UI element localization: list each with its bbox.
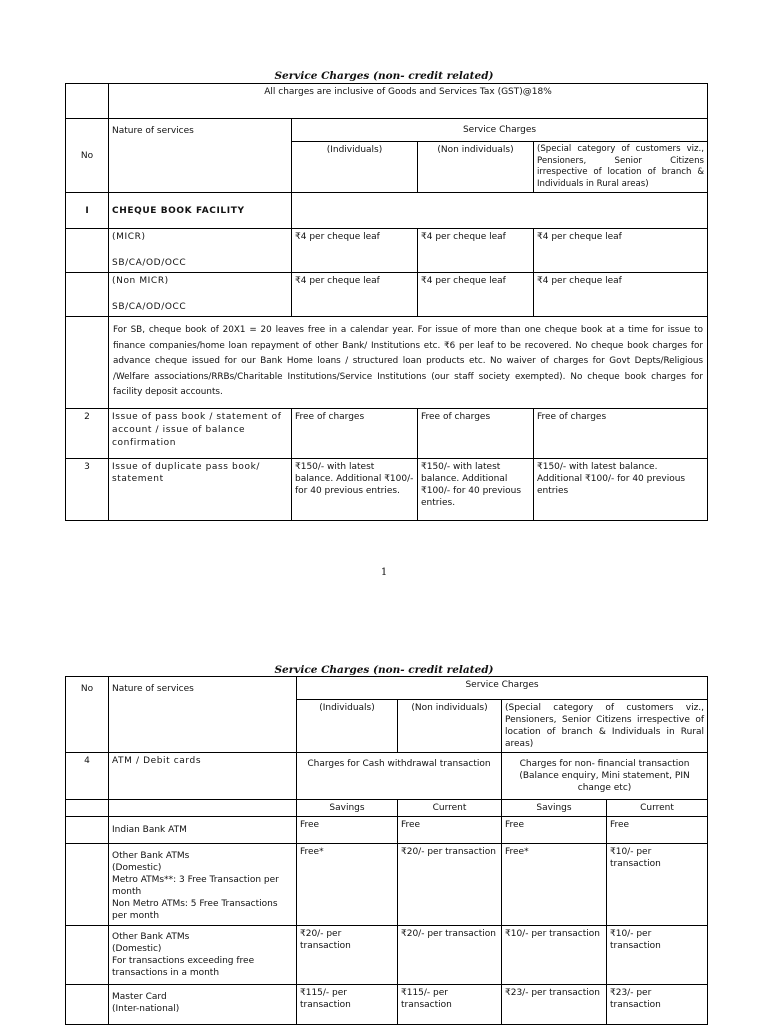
- header-no: No: [66, 119, 109, 193]
- header-individuals: (Individuals): [292, 142, 418, 193]
- page1-charges-table: [65, 83, 708, 521]
- blank-cell: [66, 985, 109, 1025]
- table-row: [66, 844, 708, 926]
- row-current-cash: ₹20/- per transaction: [398, 844, 502, 926]
- blank-cell: [66, 229, 109, 273]
- blank-cell: [109, 800, 297, 817]
- row4-label: ATM / Debit cards: [109, 753, 297, 800]
- micr-label: [109, 229, 292, 273]
- row-label: Other Bank ATMs (Domestic) Metro ATMs**: 3 Free Transaction per month Non Metro ATMs: 5 Free Transactions per month: [109, 844, 297, 926]
- row2-label: Issue of pass book / statement of account / issue of balance confirmation: [109, 409, 292, 459]
- row-current-cash: ₹115/- per transaction: [398, 985, 502, 1025]
- blank-cell: [66, 844, 109, 926]
- non-financial-header: Charges for non- financial transaction (Balance enquiry, Mini statement, PIN change etc): [502, 753, 708, 800]
- p2-header-special-category: (Special category of customers viz., Pensioners, Senior Citizens irrespective of location of branch & Individuals in Rural areas): [502, 700, 708, 753]
- blank-cell: [66, 317, 109, 409]
- blank-cell: [66, 273, 109, 317]
- page2-title: Service Charges (non- credit related): [274, 664, 494, 676]
- row4-no: 4: [66, 753, 109, 800]
- row-current-nonfin: ₹10/- per transaction: [607, 844, 708, 926]
- micr-individuals: ₹4 per cheque leaf: [292, 229, 418, 273]
- row3-individuals: ₹150/- with latest balance. Additional ₹100/- for 40 previous entries.: [292, 459, 418, 521]
- row-current-nonfin: ₹10/- per transaction: [607, 926, 708, 985]
- section1-no: I: [66, 193, 109, 229]
- row-savings-cash: ₹115/- per transaction: [297, 985, 398, 1025]
- row3-label: Issue of duplicate pass book/ statement: [109, 459, 292, 521]
- row-savings-nonfin: ₹10/- per transaction: [502, 926, 607, 985]
- row-current-nonfin: Free: [607, 817, 708, 844]
- nonmicr-label-line1: (Non MICR): [112, 276, 169, 286]
- gst-note: All charges are inclusive of Goods and Services Tax (GST)@18%: [109, 84, 708, 119]
- micr-special: ₹4 per cheque leaf: [534, 229, 708, 273]
- cheque-book-note: For SB, cheque book of 20X1 = 20 leaves free in a calendar year. For issue of more than one cheque book at a time for issue to finance companies/home loan repayment of other Bank/ Institutions etc. ₹6 per leaf to be recovered. No cheque book charges for advance cheque issued for our Bank Home loans / structured loan products etc. No waiver of charges for Govt Depts/Religious /Welfare associations/RRBs/Charitable Institutions/Service Institutions (our staff society exempted). No cheque book charges for facility deposit accounts.: [109, 317, 708, 409]
- p2-header-non-individuals: (Non individuals): [398, 700, 502, 753]
- row-current-nonfin: ₹23/- per transaction: [607, 985, 708, 1025]
- subheader-savings-nonfin: Savings: [502, 800, 607, 817]
- row-savings-nonfin: Free*: [502, 844, 607, 926]
- blank-cell: [66, 817, 109, 844]
- row2-individuals: Free of charges: [292, 409, 418, 459]
- row3-no: 3: [66, 459, 109, 521]
- p2-header-service-charges: Service Charges: [297, 677, 708, 700]
- row-current-cash: Free: [398, 817, 502, 844]
- section1-blank: [292, 193, 708, 229]
- nonmicr-label: [109, 273, 292, 317]
- micr-non-individuals: ₹4 per cheque leaf: [418, 229, 534, 273]
- section1-label: CHEQUE BOOK FACILITY: [109, 193, 292, 229]
- nonmicr-individuals: ₹4 per cheque leaf: [292, 273, 418, 317]
- page2-charges-table: [65, 676, 708, 1025]
- blank-cell: [66, 926, 109, 985]
- header-service-charges: Service Charges: [292, 119, 708, 142]
- micr-label-line1: (MICR): [112, 232, 146, 242]
- header-special-category: (Special category of customers viz., Pensioners, Senior Citizens irrespective of location of branch & Individuals in Rural areas): [534, 142, 708, 193]
- header-non-individuals: (Non individuals): [418, 142, 534, 193]
- row2-special: Free of charges: [534, 409, 708, 459]
- cash-withdrawal-header: Charges for Cash withdrawal transaction: [297, 753, 502, 800]
- row3-non-individuals: ₹150/- with latest balance. Additional ₹100/- for 40 previous entries.: [418, 459, 534, 521]
- nonmicr-special: ₹4 per cheque leaf: [534, 273, 708, 317]
- nonmicr-non-individuals: ₹4 per cheque leaf: [418, 273, 534, 317]
- table-row: [66, 817, 708, 844]
- blank-cell: [66, 84, 109, 119]
- table-row: [66, 985, 708, 1025]
- row-savings-cash: Free*: [297, 844, 398, 926]
- row3-special: ₹150/- with latest balance. Additional ₹100/- for 40 previous entries: [534, 459, 708, 521]
- subheader-current-cash: Current: [398, 800, 502, 817]
- row2-no: 2: [66, 409, 109, 459]
- row-current-cash: ₹20/- per transaction: [398, 926, 502, 985]
- row-label: Master Card (Inter-national): [109, 985, 297, 1025]
- page-number: 1: [380, 567, 388, 578]
- blank-cell: [66, 800, 109, 817]
- p2-header-nature: Nature of services: [109, 677, 297, 753]
- nonmicr-label-line2: SB/CA/OD/OCC: [112, 302, 187, 312]
- row-savings-nonfin: Free: [502, 817, 607, 844]
- row-label: Other Bank ATMs (Domestic) For transactions exceeding free transactions in a month: [109, 926, 297, 985]
- p2-header-no: No: [66, 677, 109, 753]
- p2-header-individuals: (Individuals): [297, 700, 398, 753]
- subheader-current-nonfin: Current: [607, 800, 708, 817]
- row2-non-individuals: Free of charges: [418, 409, 534, 459]
- page1-title: Service Charges (non- credit related): [274, 70, 494, 82]
- micr-label-line2: SB/CA/OD/OCC: [112, 258, 187, 268]
- row-savings-cash: Free: [297, 817, 398, 844]
- row-label: Indian Bank ATM: [109, 817, 297, 844]
- table-row: [66, 926, 708, 985]
- row-savings-cash: ₹20/- per transaction: [297, 926, 398, 985]
- row-savings-nonfin: ₹23/- per transaction: [502, 985, 607, 1025]
- subheader-savings-cash: Savings: [297, 800, 398, 817]
- header-nature: Nature of services: [109, 119, 292, 193]
